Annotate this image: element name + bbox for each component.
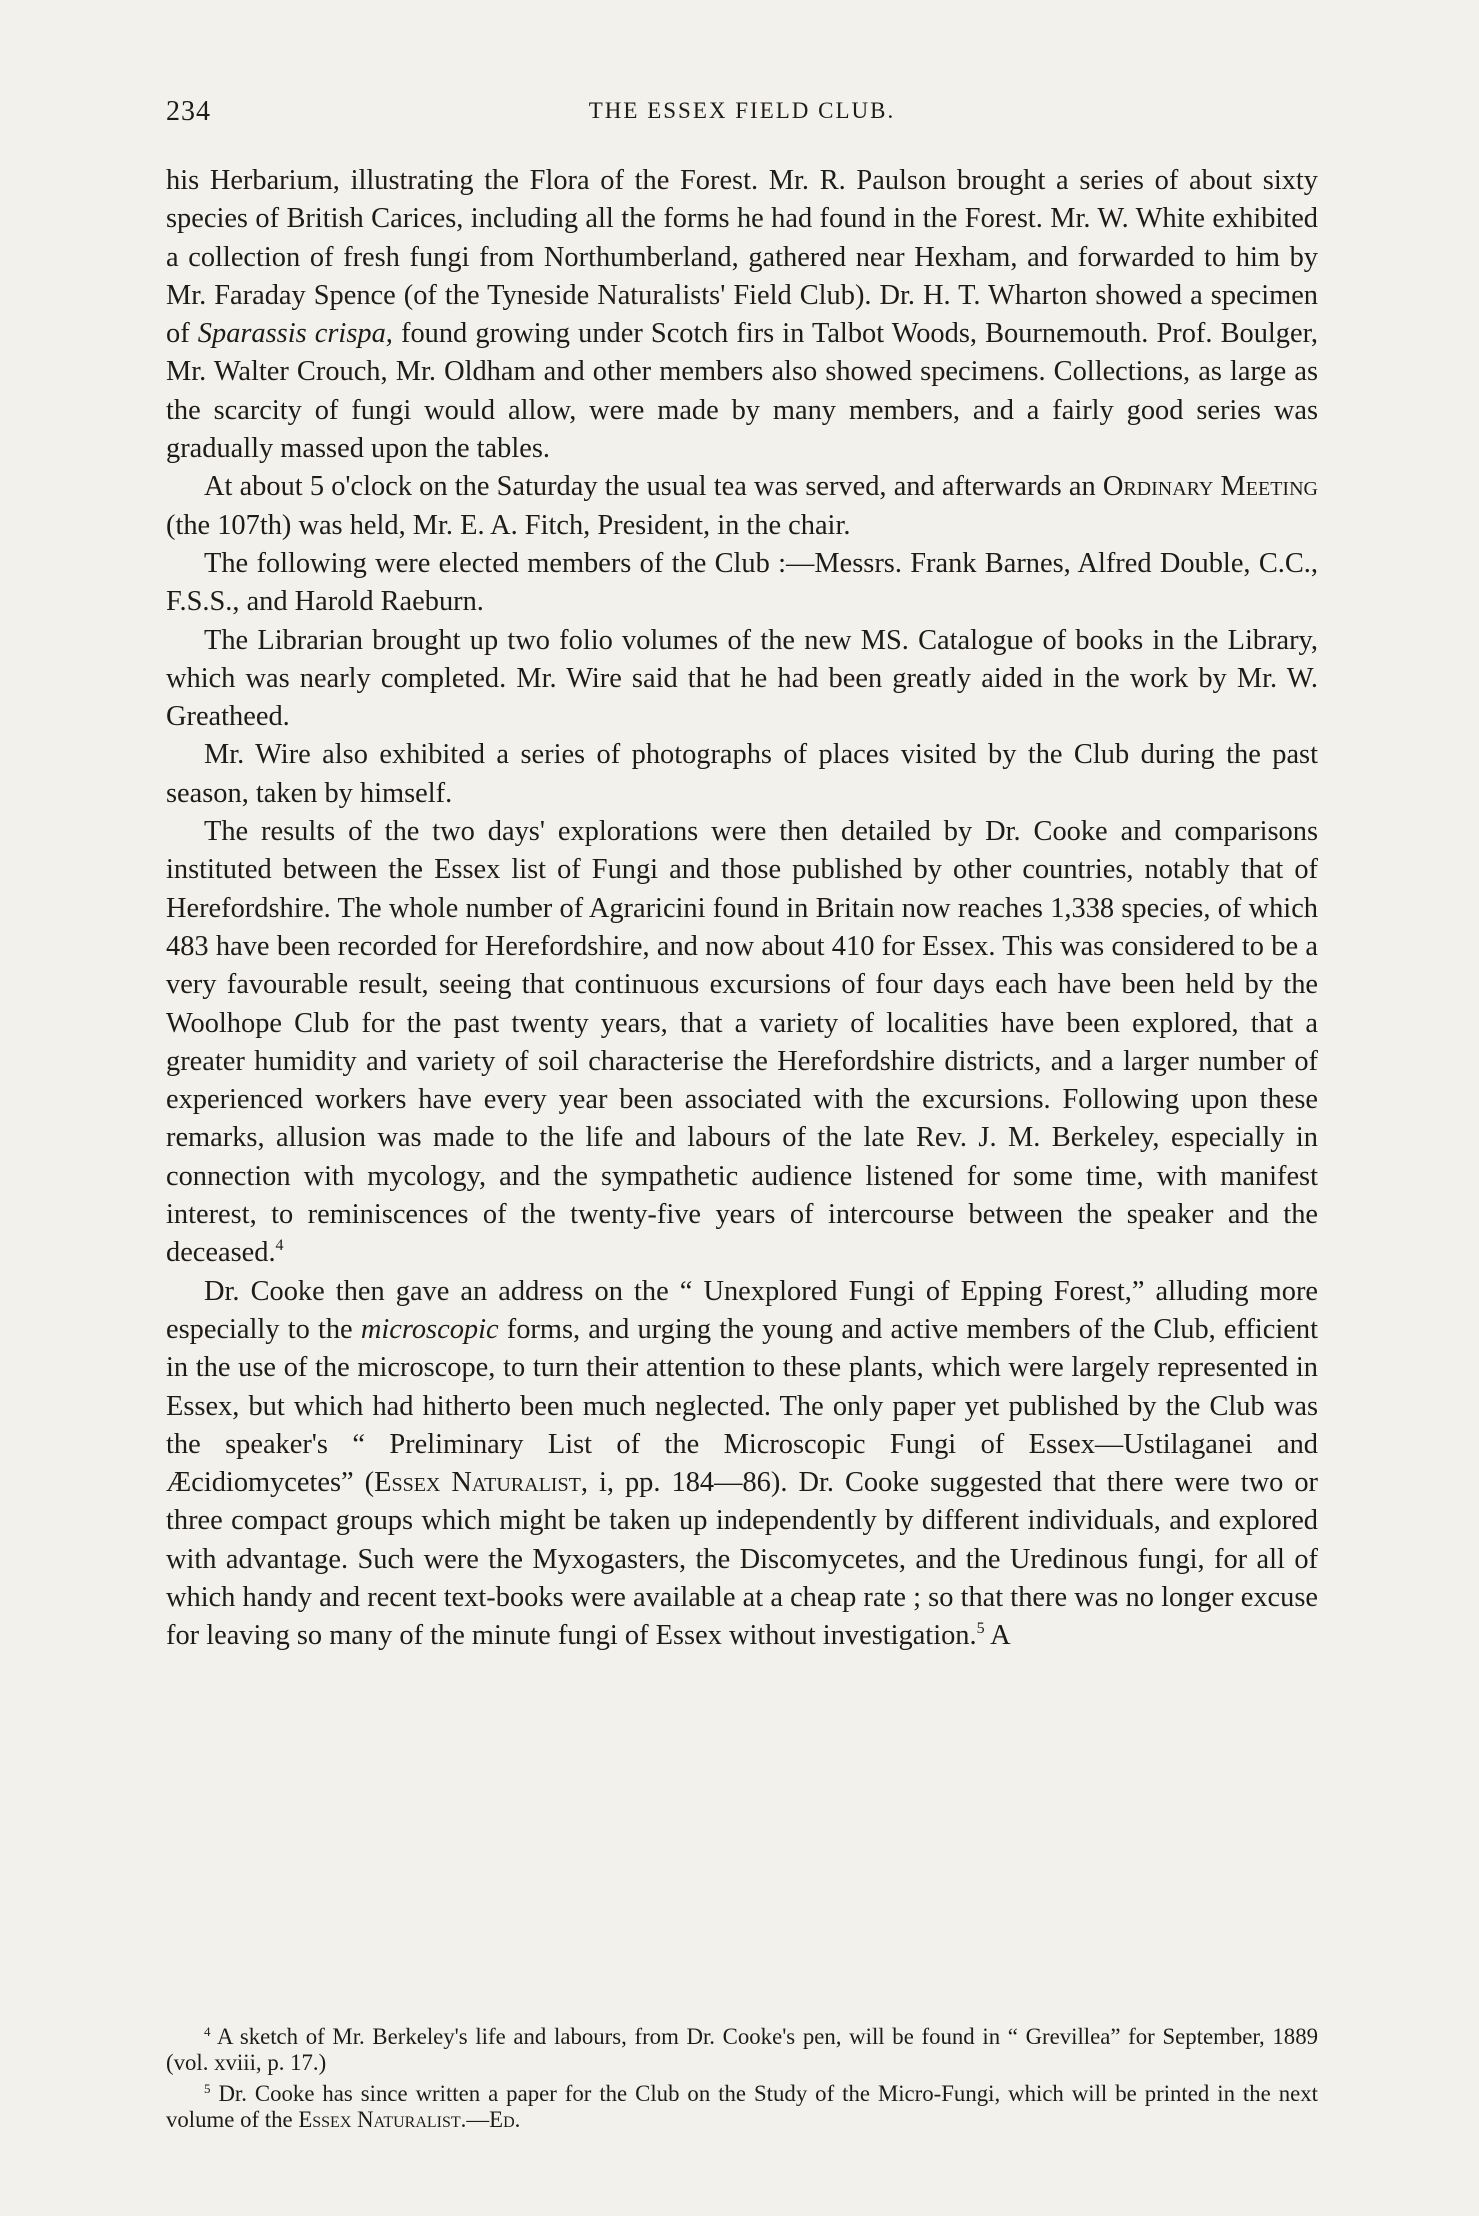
page-header	[166, 96, 1318, 136]
paragraph-6-text: The results of the two days' explorations were then detailed by Dr. Cooke and comparisons instituted between the Essex list of Fungi and those published by other countries, notably that of Herefordshire. The whole number of Agraricini found in Britain now reaches 1,338 species, of which 483 have been recorded for Herefordshire, and now about 410 for Essex. This was considered to be a very favourable result, seeing that continuous excursions of four days each have been held by the Woolhope Club for the past twenty years, that a variety of localities have been explored, that a greater humidity and variety of soil characterise the Herefordshire districts, and a larger number of experienced workers have every year been associated with the excursions. Following upon these remarks, allusion was made to the life and labours of the late Rev. J. M. Berkeley, especially in connection with mycology, and the sympathetic audience listened for some time, with manifest interest, to reminiscences of the twenty-five years of intercourse between the speaker and the deceased.	[166, 816, 1318, 1269]
microscopic-italic: microscopic	[360, 1313, 499, 1345]
paragraph-7-end: A	[984, 1620, 1011, 1652]
ordinary-meeting-small-caps: Ordinary Meeting	[1102, 471, 1318, 503]
essex-naturalist-small-caps: Essex Naturalist	[374, 1467, 581, 1499]
paragraph-2-end: (the 107th) was held, Mr. E. A. Fitch, President, in the chair.	[166, 509, 851, 541]
paragraph-2-start: At about 5 o'clock on the Saturday the usual tea was served, and afterwards an	[204, 471, 1096, 503]
paragraph-2	[166, 468, 1318, 545]
footnote-5-text: Dr. Cooke has since written a paper for the Club on the Study of the Micro-Fungi, which will be printed in the next volume of the	[166, 2081, 1318, 2132]
paragraph-3: The following were elected members of the Club :—Messrs. Frank Barnes, Alfred Double, C.C., F.S.S., and Harold Raeburn.	[166, 547, 1318, 618]
paragraph-7-c: , i, pp. 184—86). Dr. Cooke suggested that there were two or three compact groups which might be taken up independently by different individuals, and explored with advantage. Such were the Myxogasters, the Discomycetes, and the Uredinous fungi, for all of which handy and recent text-books were available at a cheap rate ; so that there was no longer excuse for leaving so many of the minute fungi of Essex without investigation.	[166, 1467, 1318, 1652]
footnotes	[166, 2024, 1318, 2138]
footnote-4	[166, 2024, 1318, 2075]
footnote-5	[166, 2081, 1318, 2132]
paragraph-7	[166, 1273, 1318, 1656]
footnote-ref-4[interactable]: 4	[275, 1237, 284, 1255]
footnote-4-text: A sketch of Mr. Berkeley's life and labours, from Dr. Cooke's pen, will be found in “ Grevillea” for September, 1889 (vol. xviii, p. 17.)	[166, 2024, 1318, 2075]
paragraph-6	[166, 813, 1318, 1273]
footnote-4-mark: 4	[204, 2024, 211, 2039]
page-number: 234	[166, 96, 211, 127]
paragraph-7-a: Dr. Cooke then gave an address on the “ Unexplored Fungi of Epping Forest,” alluding more especially to the	[166, 1275, 1318, 1345]
paragraph-1-text: his Herbarium, illustrating the Flora of the Forest. Mr. R. Paulson brought a series of about sixty species of British Carices, including all the forms he had found in the Forest. Mr. W. White exhibited a collection of fresh fungi from Northumberland, gathered near Hexham, and forwarded to him by Mr. Faraday Spence (of the Tyneside Naturalists' Field Club). Dr. H. T. Wharton showed a specimen of	[166, 165, 1318, 350]
paragraph-1-end: found growing under Scotch firs in Talbot Woods, Bournemouth. Prof. Boulger, Mr. Walter Crouch, Mr. Oldham and other members also showed specimens. Collections, as large as the scarcity of fungi would allow, were made by many members, and a fairly good series was gradually massed upon the tables.	[166, 318, 1318, 465]
paragraph-7-b: forms, and urging the young and active members of the Club, efficient in the use of the microscope, to turn their attention to these plants, which were largely represented in Essex, but which had hitherto been much neglected. The only paper yet published by the Club was the speaker's “ Preliminary List of the Microscopic Fungi of Essex—Ustilaganei and Æcidiomycetes” (	[166, 1313, 1318, 1499]
footnote-5-essex-naturalist: Essex Naturalist	[298, 2106, 461, 2132]
species-name-italic: Sparassis crispa,	[197, 318, 393, 350]
paragraph-5: Mr. Wire also exhibited a series of photographs of places visited by the Club during the past season, taken by himself.	[166, 739, 1318, 809]
footnote-5-mark: 5	[204, 2081, 211, 2096]
paragraph-1	[166, 162, 1318, 468]
footnote-5-editor: Ed.	[489, 2106, 521, 2132]
footnote-ref-5[interactable]: 5	[976, 1620, 985, 1638]
body-text	[166, 162, 1318, 1656]
running-head: THE ESSEX FIELD CLUB.	[588, 98, 896, 123]
footnote-5-dash: .—	[460, 2106, 490, 2132]
paragraph-4: The Librarian brought up two folio volumes of the new MS. Catalogue of books in the Library, which was nearly completed. Mr. Wire said that he had been greatly aided in the work by Mr. W. Greatheed.	[166, 624, 1318, 733]
